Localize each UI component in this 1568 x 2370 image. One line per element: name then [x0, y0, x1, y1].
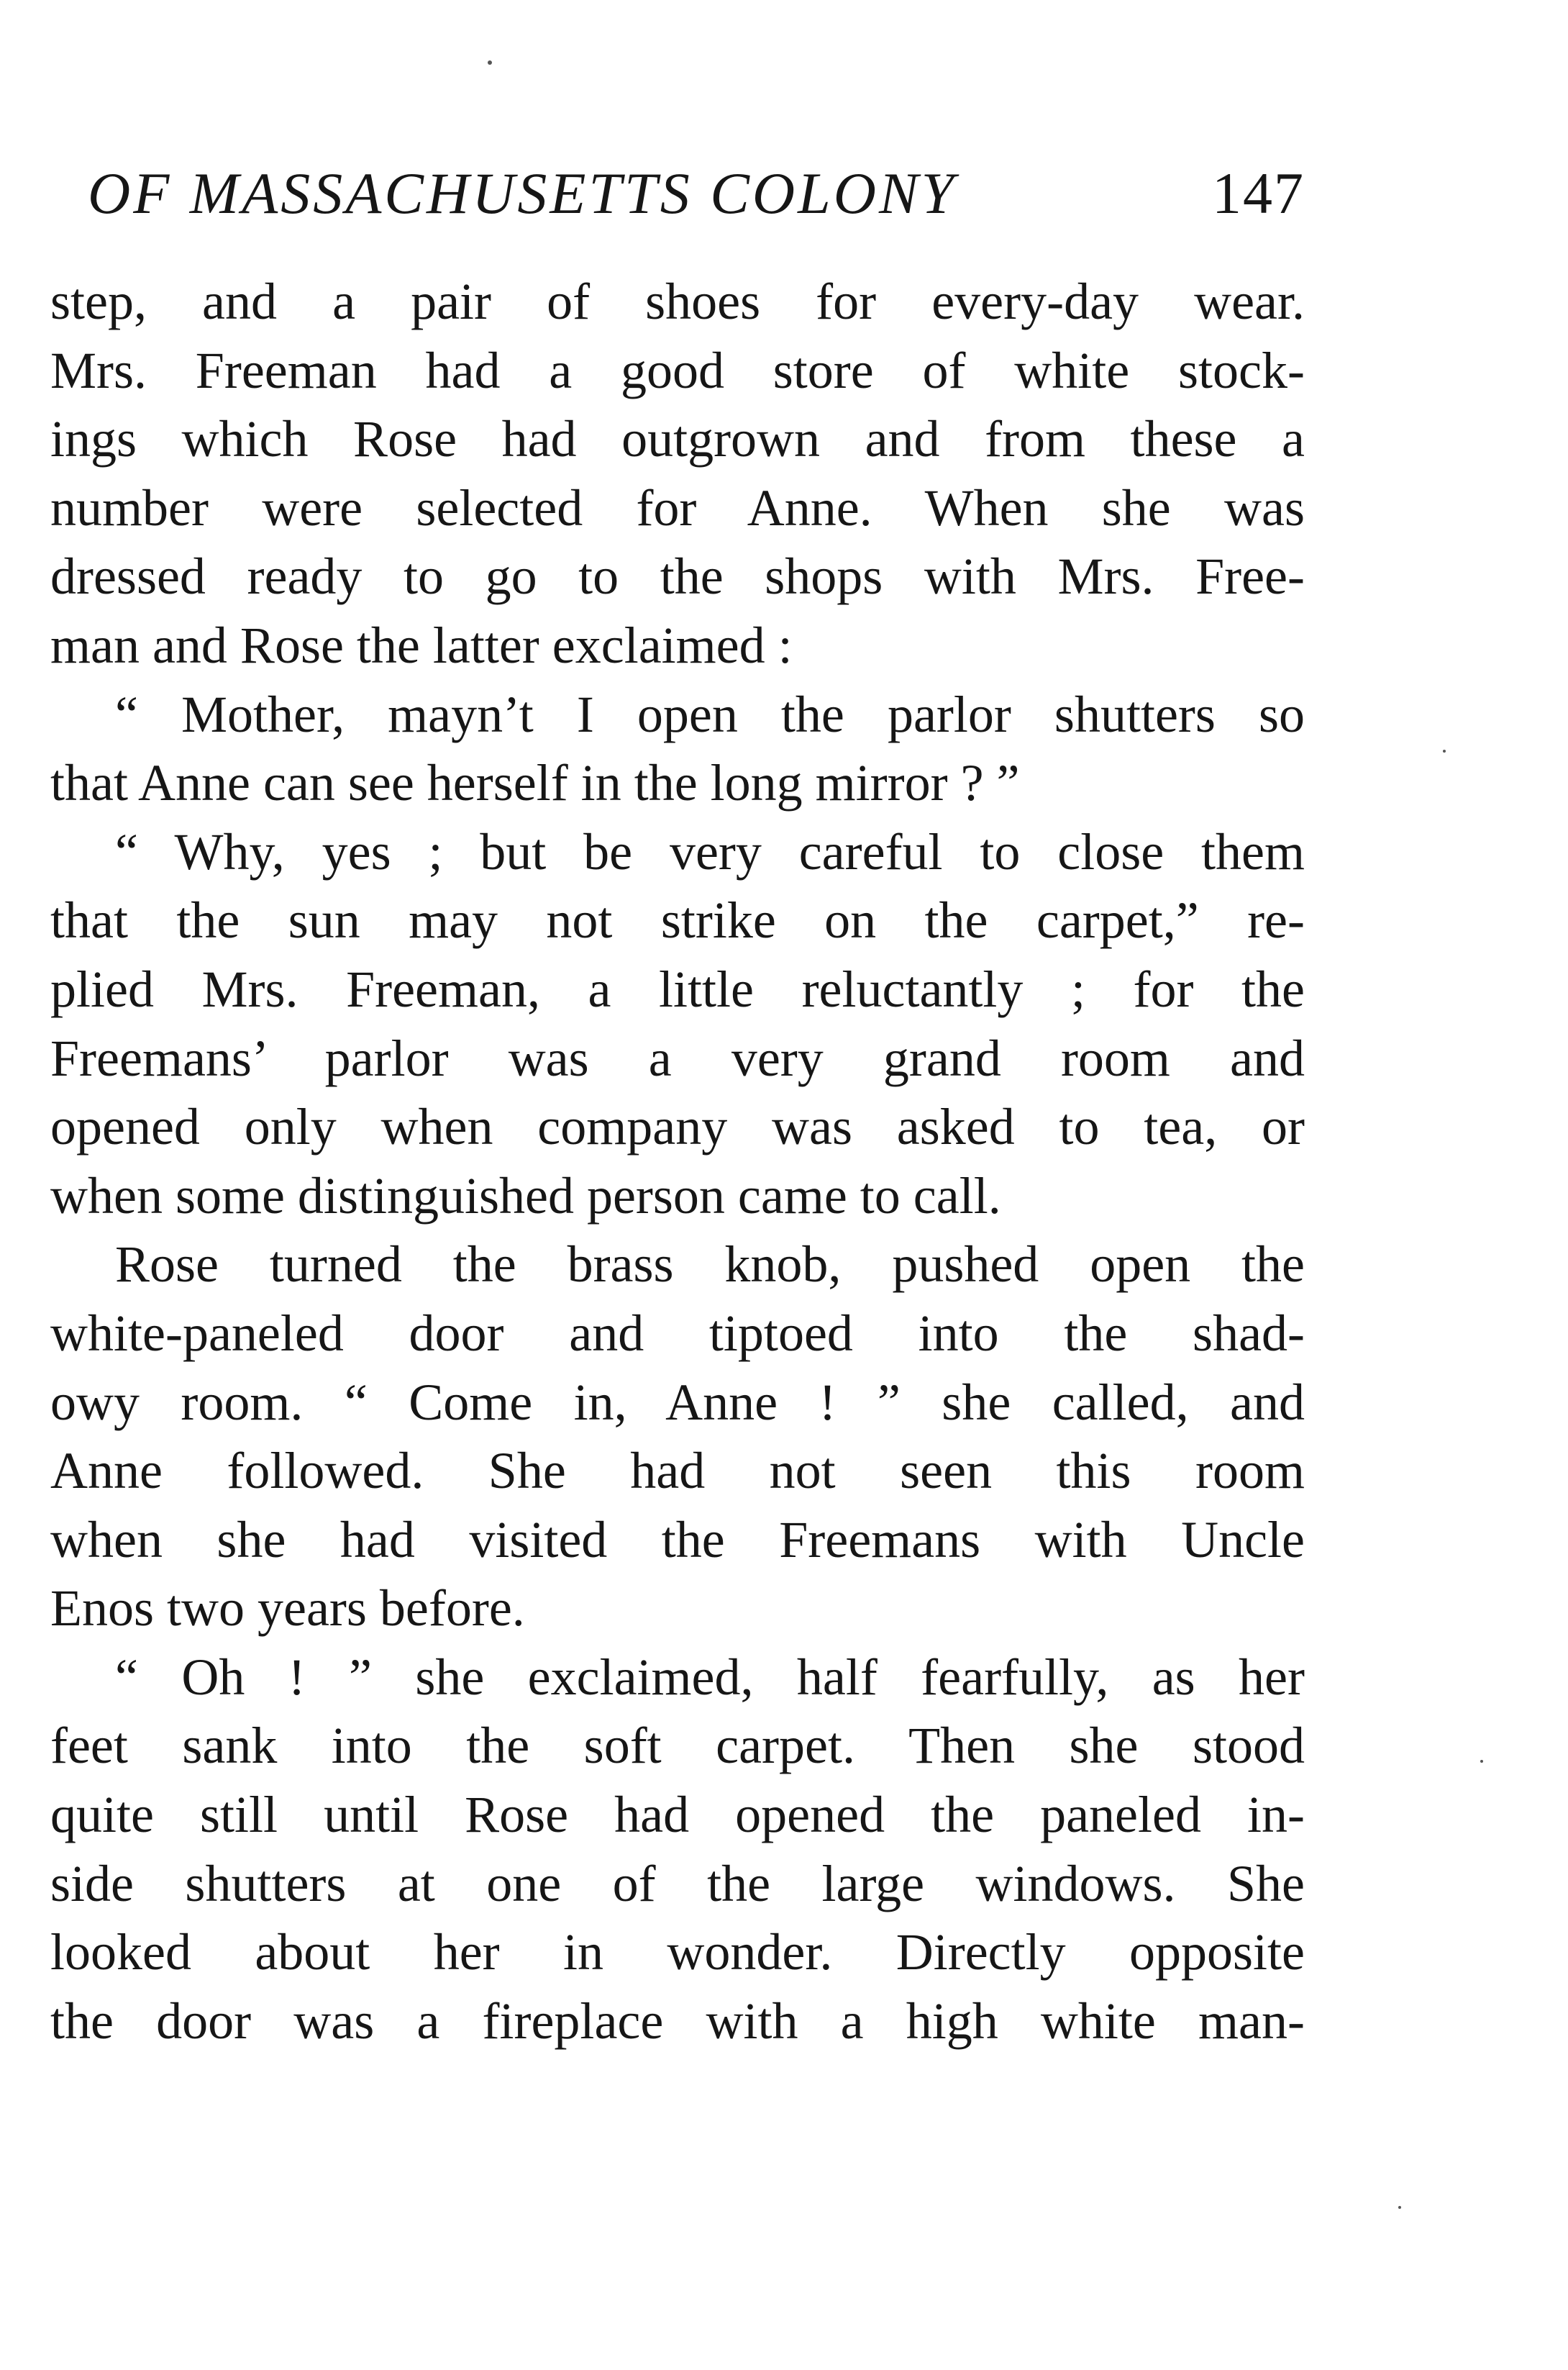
text-line: “ Why, yes ; but be very careful to close them — [115, 822, 1305, 881]
text-line: opened only when company was asked to tea, or — [50, 1098, 1305, 1156]
paper-speck — [488, 60, 492, 65]
text-line: ings which Rose had outgrown and from these a — [50, 410, 1305, 468]
running-title: OF MASSACHUSETTS COLONY — [88, 160, 957, 226]
page-number: 147 — [1212, 160, 1305, 226]
text-line: step, and a pair of shoes for every-day wear. — [50, 273, 1305, 330]
text-line: Rose turned the brass knob, pushed open the — [115, 1235, 1305, 1294]
paper-speck — [1480, 1760, 1483, 1763]
text-line: feet sank into the soft carpet. Then she stood — [50, 1717, 1305, 1775]
text-line: Anne followed. She had not seen this room — [50, 1442, 1305, 1500]
paper-speck — [1443, 750, 1446, 753]
text-line: “ Mother, mayn’t I open the parlor shutters so — [115, 685, 1305, 743]
text-line: dressed ready to go to the shops with Mrs. Free- — [50, 548, 1305, 606]
text-line: quite still until Rose had opened the paneled in- — [50, 1786, 1305, 1844]
text-line: when she had visited the Freemans with Uncle — [50, 1510, 1305, 1568]
text-line: side shutters at one of the large windows. She — [50, 1854, 1305, 1912]
paper-speck — [1398, 2206, 1401, 2209]
text-line: when some distinguished person came to call. — [50, 1166, 1001, 1225]
running-head — [88, 160, 1305, 239]
text-line: white-paneled door and tiptoed into the shad- — [50, 1304, 1305, 1362]
text-line: number were selected for Anne. When she was — [50, 478, 1305, 537]
text-line: man and Rose the latter exclaimed : — [50, 616, 793, 674]
text-line: the door was a fireplace with a high white man- — [50, 1992, 1305, 2050]
text-line: Freemans’ parlor was a very grand room and — [50, 1029, 1305, 1087]
text-line: Enos two years before. — [50, 1579, 525, 1638]
body-text — [50, 268, 1305, 2056]
text-line: “ Oh ! ” she exclaimed, half fearfully, as her — [115, 1648, 1305, 1706]
text-line: owy room. “ Come in, Anne ! ” she called, and — [50, 1373, 1305, 1431]
text-line: that the sun may not strike on the carpet,” re- — [50, 891, 1305, 950]
text-line: Mrs. Freeman had a good store of white stock- — [50, 341, 1305, 399]
text-line: plied Mrs. Freeman, a little reluctantly ; for the — [50, 960, 1305, 1018]
text-line: that Anne can see herself in the long mirror ? ” — [50, 754, 1020, 812]
text-line: looked about her in wonder. Directly opposite — [50, 1923, 1305, 1981]
